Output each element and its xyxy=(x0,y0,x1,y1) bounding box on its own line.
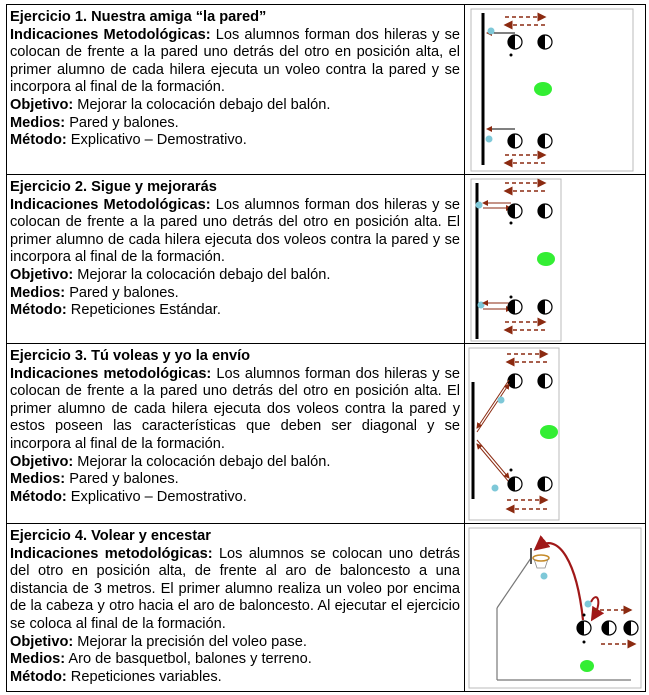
metodo-label: Método: xyxy=(10,132,67,149)
exercise-4-diagram xyxy=(465,524,645,692)
indicaciones-text: Los alumnos forman dos hileras y se colocan de frente a la pared uno detrás del otro en posición alta. El primer alumno de cada hilera ejecuta dos voleos contra la pared y estos poseen las características que deben ser diagonal y se incorpora al final de la formación. xyxy=(10,365,460,452)
exercise-2-diagram xyxy=(465,175,645,344)
exercise-1-medios xyxy=(10,115,460,133)
exercise-4-indicaciones xyxy=(10,546,460,634)
objetivo-text: Mejorar la colocación debajo del balón. xyxy=(73,453,331,470)
objetivo-text: Mejorar la colocación debajo del balón. xyxy=(73,266,331,283)
exercise-4-medios xyxy=(10,651,460,669)
objetivo-text: Mejorar la precisión del voleo pase. xyxy=(73,633,307,650)
indicaciones-label: Indicaciones metodológicas: xyxy=(10,365,212,382)
exercise-row-2 xyxy=(6,174,646,343)
exercise-4-metodo xyxy=(10,669,460,687)
indicaciones-label: Indicaciones metodológicas: xyxy=(10,545,213,562)
metodo-text: Repeticiones variables. xyxy=(66,668,222,685)
indicaciones-text: Los alumnos se colocan uno detrás del otro en posición alta, de frente al aro de baloncesto a una distancia de 3 metros. El primer alumno realiza un voleo por encima de la cabeza y otro hacia el aro de baloncesto. Al ejecutar el ejercicio se coloca al final de la formación. xyxy=(10,545,460,632)
objetivo-text: Mejorar la colocación debajo del balón. xyxy=(73,96,331,113)
exercise-3-metodo xyxy=(10,489,460,507)
exercise-4-text xyxy=(10,528,460,686)
medios-label: Medios: xyxy=(10,651,66,668)
exercise-row-3 xyxy=(6,343,646,523)
indicaciones-text: Los alumnos forman dos hileras y se colocan de frente a la pared uno detrás del otro en posición alta, el primer alumno de cada hilera ejecuta un voleo contra la pared y se incorpora al final de la formación. xyxy=(10,26,461,96)
ball xyxy=(541,573,548,580)
exercise-3-diagram xyxy=(465,344,645,524)
medios-text: Pared y balones. xyxy=(65,284,179,301)
exercise-4-objetivo xyxy=(10,634,460,652)
indicaciones-text: Los alumnos forman dos hileras y se colocan de frente a la pared uno detrás del otro en posición alta. El primer alumno de cada hilera ejecuta dos voleos contra la pared y se incorpora al final de la formación. xyxy=(10,196,461,266)
objetivo-label: Objetivo: xyxy=(10,633,74,650)
medios-label: Medios: xyxy=(10,284,66,301)
exercise-1-title: Ejercicio 1. Nuestra amiga “la pared” xyxy=(10,9,267,25)
exercise-1-objetivo xyxy=(10,97,460,115)
exercise-2-indicaciones xyxy=(10,197,460,267)
exercise-3-text xyxy=(10,348,460,506)
exercise-2-title: Ejercicio 2. Sigue y mejorarás xyxy=(10,179,217,195)
indicaciones-label: Indicaciones Metodológicas: xyxy=(10,26,211,43)
objetivo-label: Objetivo: xyxy=(10,96,74,113)
exercise-4-title: Ejercicio 4. Volear y encestar xyxy=(10,528,211,544)
exercise-1-metodo xyxy=(10,132,460,150)
metodo-label: Método: xyxy=(10,668,67,685)
exercise-2-text xyxy=(10,179,460,320)
exercise-1-diagram xyxy=(465,5,645,175)
hoop xyxy=(533,555,549,561)
indicaciones-label: Indicaciones Metodológicas: xyxy=(10,196,211,213)
medios-text: Pared y balones. xyxy=(65,471,179,488)
metodo-label: Método: xyxy=(10,302,67,319)
metodo-label: Método: xyxy=(10,488,67,505)
ball xyxy=(492,485,499,492)
exercise-3-indicaciones xyxy=(10,366,460,454)
metodo-text: Explicativo – Demostrativo. xyxy=(66,488,247,505)
target xyxy=(580,660,594,672)
exercise-row-4 xyxy=(6,523,646,691)
ball xyxy=(498,397,505,404)
exercise-2-metodo xyxy=(10,302,460,320)
table-border-bottom xyxy=(6,691,646,692)
medios-text: Aro de basquetbol, balones y terreno. xyxy=(65,651,312,668)
ball xyxy=(486,136,493,143)
objetivo-label: Objetivo: xyxy=(10,266,74,283)
medios-text: Pared y balones. xyxy=(65,114,179,131)
exercise-1-text xyxy=(10,9,460,150)
exercise-1-indicaciones xyxy=(10,27,460,97)
objetivo-label: Objetivo: xyxy=(10,453,74,470)
exercise-table xyxy=(6,4,646,692)
target xyxy=(534,82,552,96)
ball xyxy=(488,28,495,35)
exercise-3-title: Ejercicio 3. Tú voleas y yo la envío xyxy=(10,348,251,364)
metodo-text: Explicativo – Demostrativo. xyxy=(66,132,247,149)
exercise-2-medios xyxy=(10,285,460,303)
medios-label: Medios: xyxy=(10,471,66,488)
metodo-text: Repeticiones Estándar. xyxy=(66,302,221,319)
ball xyxy=(585,601,592,608)
exercise-row-1 xyxy=(6,4,646,174)
ball xyxy=(476,202,483,209)
exercise-3-medios xyxy=(10,471,460,489)
medios-label: Medios: xyxy=(10,114,66,131)
target xyxy=(537,252,555,266)
exercise-3-objetivo xyxy=(10,454,460,472)
target xyxy=(540,425,558,439)
exercise-2-objetivo xyxy=(10,267,460,285)
